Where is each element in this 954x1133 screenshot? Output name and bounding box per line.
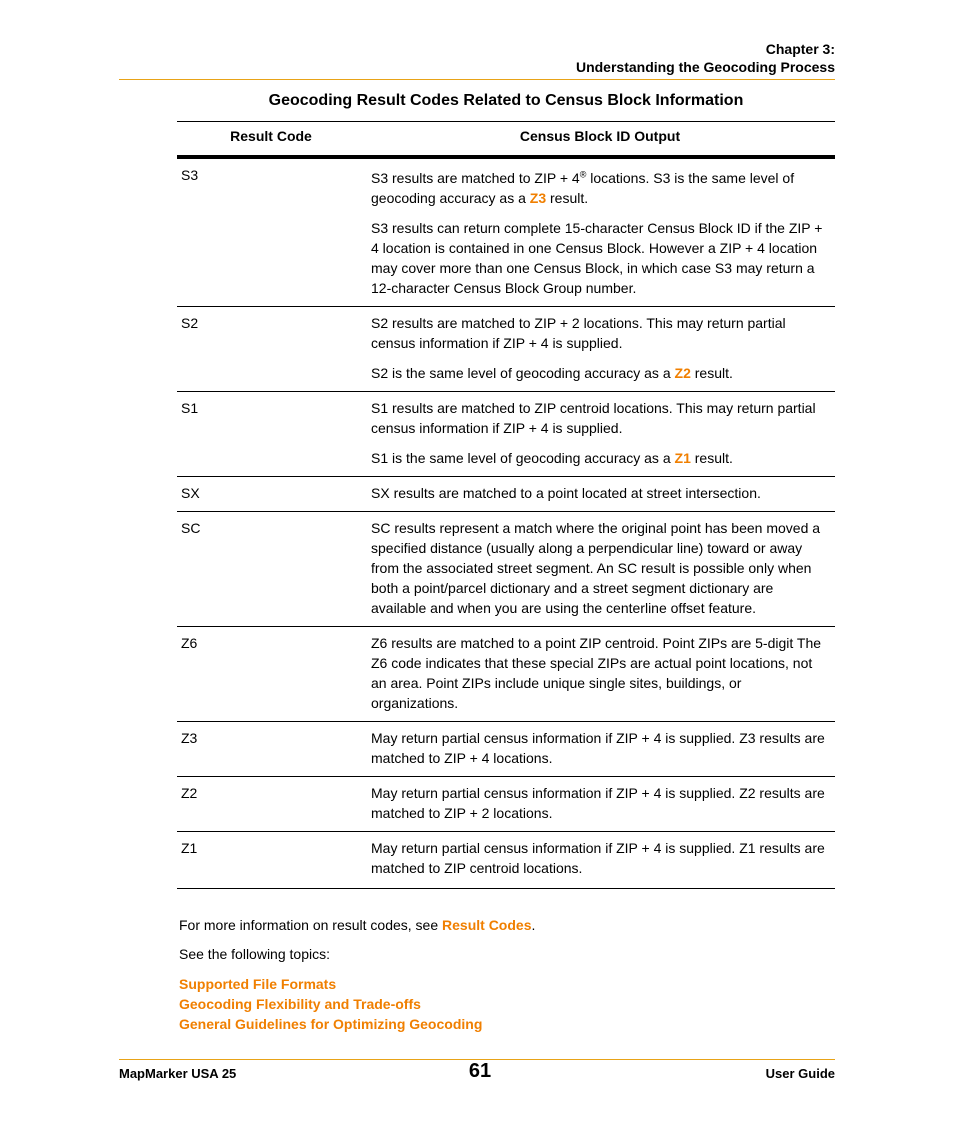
census-output xyxy=(371,159,835,306)
table-header xyxy=(177,122,835,159)
description-paragraph: S2 results are matched to ZIP + 2 locations. This may return partial census information if ZIP + 4 is supplied. xyxy=(371,315,786,351)
description-paragraph: May return partial census information if ZIP + 4 is supplied. Z1 results are matched to ZIP centroid locations. xyxy=(371,840,825,876)
result-code: S1 xyxy=(181,400,199,416)
column-header-census-block: Census Block ID Output xyxy=(519,128,681,144)
description-paragraph: Z6 results are matched to a point ZIP centroid. Point ZIPs are 5-digit The Z6 code indicates that these special ZIPs are actual point locations, not an area. Point ZIPs include unique single sites, buildings, or organizations. xyxy=(371,635,822,711)
table-row xyxy=(177,832,835,889)
table-row xyxy=(177,512,835,627)
result-code: Z6 xyxy=(181,635,198,651)
result-code: S2 xyxy=(181,315,199,331)
table-row xyxy=(177,159,835,307)
topic-link-flexibility[interactable]: Geocoding Flexibility and Trade-offs xyxy=(179,996,421,1012)
footer-guide: User Guide xyxy=(765,1066,835,1081)
result-code: Z1 xyxy=(181,840,198,856)
description-paragraph: S1 results are matched to ZIP centroid locations. This may return partial census information if ZIP + 4 is supplied. xyxy=(371,400,816,436)
result-code: S3 xyxy=(181,167,199,183)
topic-link-guidelines[interactable]: General Guidelines for Optimizing Geocoding xyxy=(179,1016,483,1032)
column-header-result-code: Result Code xyxy=(230,128,312,144)
census-output xyxy=(371,777,835,831)
census-output xyxy=(371,832,835,888)
table-title: Geocoding Result Codes Related to Census Block Information xyxy=(268,92,744,109)
page-number: 61 xyxy=(468,1060,492,1082)
description-paragraph: S1 is the same level of geocoding accuracy as a Z1 result. xyxy=(371,450,733,466)
census-output xyxy=(371,722,835,776)
result-code: SC xyxy=(181,520,201,536)
header-rule xyxy=(119,79,835,80)
description-paragraph: SC results represent a match where the original point has been moved a specified distance (usually along a perpendicular line) toward or away from the associated street segment. An SC result is possible only when both a point/parcel dictionary and a street segment dictionary are available and when you are using the centerline offset feature. xyxy=(371,520,821,616)
table-row xyxy=(177,777,835,832)
result-code: Z2 xyxy=(181,785,198,801)
description-paragraph: S3 results can return complete 15-character Census Block ID if the ZIP + 4 location is contained in one Census Block. However a ZIP + 4 location may cover more than one Census Block, in which case S3 may return a 12-character Census Block Group number. xyxy=(371,220,823,296)
description-paragraph: S3 results are matched to ZIP + 4® locations. S3 is the same level of geocoding accuracy as a Z3 result. xyxy=(371,169,795,206)
topic-link-file-formats[interactable]: Supported File Formats xyxy=(179,976,337,992)
z2-link[interactable]: Z2 xyxy=(674,365,691,381)
header-chapter: Chapter 3: xyxy=(765,41,835,57)
table-row xyxy=(177,627,835,722)
table-row xyxy=(177,392,835,477)
table-row xyxy=(177,477,835,512)
table-row xyxy=(177,722,835,777)
description-paragraph: May return partial census information if ZIP + 4 is supplied. Z2 results are matched to ZIP + 2 locations. xyxy=(371,785,825,821)
description-paragraph: May return partial census information if ZIP + 4 is supplied. Z3 results are matched to ZIP + 4 locations. xyxy=(371,730,825,766)
census-output xyxy=(371,392,835,476)
table-row xyxy=(177,307,835,392)
z1-link[interactable]: Z1 xyxy=(674,450,691,466)
census-output xyxy=(371,477,835,511)
census-output xyxy=(371,307,835,391)
description-paragraph: SX results are matched to a point located at street intersection. xyxy=(371,485,761,501)
result-code: SX xyxy=(181,485,200,501)
description-paragraph: S2 is the same level of geocoding accuracy as a Z2 result. xyxy=(371,365,733,381)
see-topics-text: See the following topics: xyxy=(179,946,330,962)
result-code: Z3 xyxy=(181,730,198,746)
header-subtitle: Understanding the Geocoding Process xyxy=(575,59,835,75)
result-codes-table xyxy=(177,121,835,889)
footer-product: MapMarker USA 25 xyxy=(119,1066,237,1081)
z3-link[interactable]: Z3 xyxy=(529,190,547,206)
topic-links xyxy=(179,974,482,1034)
census-output xyxy=(371,627,835,721)
more-info-text: For more information on result codes, see Result Codes. xyxy=(179,917,536,933)
result-codes-link[interactable]: Result Codes xyxy=(442,917,532,933)
census-output xyxy=(371,512,835,626)
